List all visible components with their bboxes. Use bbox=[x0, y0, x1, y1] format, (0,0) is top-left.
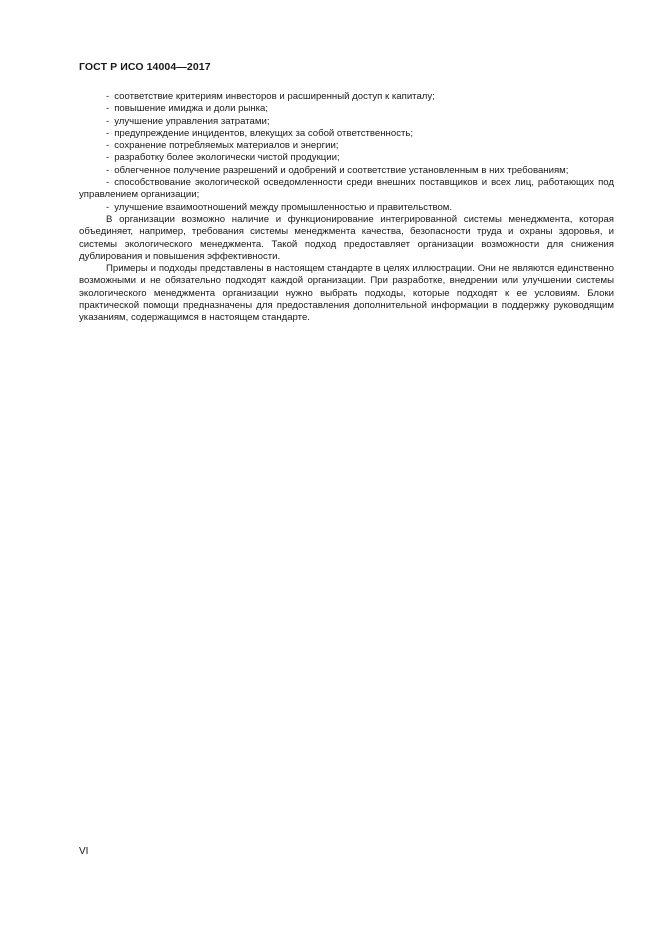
list-item bbox=[79, 91, 614, 103]
paragraph-examples-approaches: Примеры и подходы представлены в настоящем стандарте в целях иллюстрации. Они не являются единственно возможными и не обязательно подходят каждой организации. При разработке, внедрении или улучшении системы экологического менеджмента организации нужно выбрать подходы, которые подходят к ее условиям. Блоки практической помощи предназначены для предоставления дополнительной информации в поддержку руководящим указаниям, содержащимся в настоящем стандарте. bbox=[79, 263, 614, 324]
list-item-text: сохранение потребляемых материалов и энергии; bbox=[114, 140, 339, 152]
paragraph-integrated-system: В организации возможно наличие и функционирование интегрированной системы менеджмента, которая объединяет, например, требования системы менеджмента качества, безопасности труда и охраны здоровья, и системы экологического менеджмента. Такой подход предоставляет организации возможности для снижения дублирования и повышения эффективности. bbox=[79, 213, 614, 262]
list-item bbox=[79, 103, 614, 115]
list-item-text: соответствие критериям инвесторов и расширенный доступ к капиталу; bbox=[114, 91, 435, 102]
list-item bbox=[79, 177, 614, 202]
list-item-text: предупреждение инцидентов, влекущих за собой ответственность; bbox=[114, 127, 414, 139]
dash-marker: - bbox=[106, 140, 110, 152]
list-item-text: повышение имиджа и доли рынка; bbox=[114, 103, 269, 115]
page-number: VI bbox=[79, 846, 89, 857]
dash-marker: - bbox=[106, 103, 110, 115]
list-item bbox=[79, 165, 614, 177]
list-item-text: улучшение взаимоотношений между промышленностью и правительством. bbox=[114, 201, 453, 213]
list-item-text: улучшение управления затратами; bbox=[114, 115, 270, 127]
list-item bbox=[79, 140, 614, 152]
list-item-text: способствование экологической осведомленности среди внешних поставщиков и всех лиц, работающих под управлением организации; bbox=[79, 177, 614, 201]
dash-marker: - bbox=[106, 91, 110, 102]
list-item bbox=[79, 116, 614, 128]
document-code-header: ГОСТ Р ИСО 14004—2017 bbox=[79, 61, 211, 73]
list-item bbox=[79, 152, 614, 164]
dash-marker: - bbox=[106, 201, 110, 213]
dash-marker: - bbox=[106, 164, 110, 176]
benefits-list bbox=[79, 91, 614, 214]
list-item bbox=[79, 202, 614, 214]
list-item-text: разработку более экологически чистой продукции; bbox=[114, 152, 340, 164]
list-item bbox=[79, 128, 614, 140]
dash-marker: - bbox=[106, 152, 110, 164]
document-body bbox=[79, 91, 614, 325]
list-item-text: облегченное получение разрешений и одобрений и соответствие установленным в них требованиям; bbox=[114, 164, 569, 176]
dash-marker: - bbox=[106, 177, 110, 189]
dash-marker: - bbox=[106, 115, 110, 127]
dash-marker: - bbox=[106, 127, 110, 139]
